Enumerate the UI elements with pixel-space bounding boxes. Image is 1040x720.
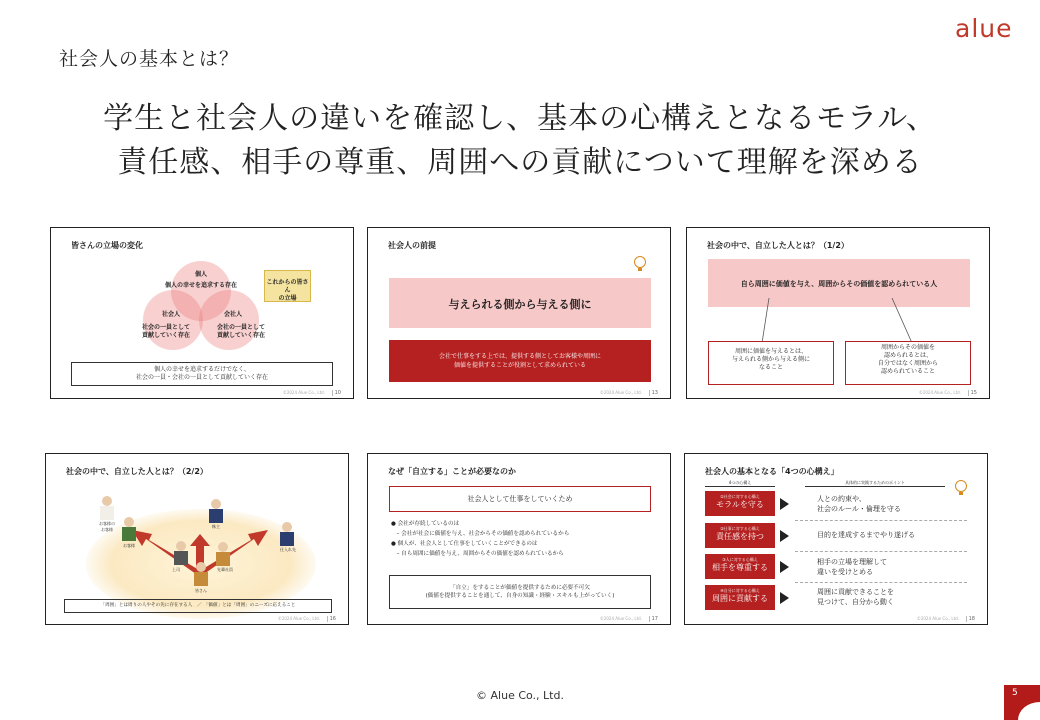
alue-logo: alue bbox=[955, 14, 1013, 43]
conclusion-box: 「自立」をすることが価値を提供するために必要不可欠 (価値を提供することを通して、自身の知識・経験・スキルも上がっていく) bbox=[389, 575, 651, 609]
point-moral: 人との約束や、 社会のルール・倫理を守る bbox=[817, 495, 901, 513]
label-supplier: 仕入れ先 bbox=[280, 547, 296, 552]
person-icon bbox=[282, 522, 292, 532]
label-individual-desc: 個人の幸せを追求する存在 bbox=[164, 282, 237, 289]
person-icon bbox=[124, 517, 134, 527]
label-individual: 個人 bbox=[194, 271, 207, 278]
slide-thumbnail-10[interactable] bbox=[50, 227, 354, 399]
headline-line-1: 学生と社会人の違いを確認し、基本の心構えとなるモラル、 bbox=[103, 101, 937, 136]
slide-thumbnail-15[interactable] bbox=[686, 227, 990, 399]
divider bbox=[795, 582, 967, 583]
slide-number: 15 bbox=[968, 390, 977, 396]
point-contribution: 周囲に貢献できることを 見つけて、自分から動く bbox=[817, 588, 894, 606]
person-icon bbox=[209, 509, 223, 523]
left-explanation-box: 周囲に価値を与えるとは、 与えられる側から与える側に なること bbox=[708, 341, 834, 385]
person-icon bbox=[216, 552, 230, 566]
slide-title: 社会の中で、自立した人とは？（2/2） bbox=[66, 467, 208, 476]
slide-copyright: ©2024 Alue Co., Ltd. bbox=[599, 390, 642, 395]
future-position-box: これからの皆さん の立場 bbox=[264, 270, 311, 302]
slide-title: 社会人の前提 bbox=[388, 241, 436, 250]
arrow-right-icon bbox=[780, 530, 789, 542]
explanation-band: 会社で仕事をする上では、提供する側としてお客様や周囲に 価値を提供することが役割として求められている bbox=[389, 340, 651, 382]
summary-note: 個人の幸せを追求するだけでなく、 社会の一員・会社の一員として貢献していく存在 bbox=[71, 362, 333, 386]
slide-thumbnail-17[interactable] bbox=[367, 453, 671, 625]
column-header-left: 4つの心構え bbox=[705, 480, 775, 487]
slide-thumbnail-16[interactable] bbox=[45, 453, 349, 625]
slide-copyright: ©2024 Alue Co., Ltd. bbox=[918, 390, 961, 395]
venn-circle-society bbox=[143, 290, 203, 350]
lightbulb-icon bbox=[955, 480, 967, 492]
slide-number: 16 bbox=[327, 616, 336, 622]
purpose-box: 社会人として仕事をしていくため bbox=[389, 486, 651, 512]
bullet-line: – 自ら周囲に価値を与え、周囲からその価値を認められているから bbox=[391, 551, 564, 557]
main-banner-text: 与えられる側から与える側に bbox=[448, 298, 592, 311]
arrow-right-icon bbox=[780, 561, 789, 573]
mindset-moral: ①社会に対する心構え モラルを守る bbox=[705, 491, 775, 516]
slide-number: 17 bbox=[649, 616, 658, 622]
page-number-badge bbox=[1004, 685, 1040, 720]
headline-line-2: 責任感、相手の尊重、周囲への貢献について理解を深める bbox=[117, 145, 923, 180]
person-icon bbox=[218, 542, 228, 552]
label-boss: 上司 bbox=[172, 567, 180, 572]
mindset-contribution: ④自分に対する心構え 周囲に貢献する bbox=[705, 585, 775, 610]
definition-banner-text: 自ら周囲に価値を与え、周囲からその価値を認められている人 bbox=[740, 280, 938, 288]
label-society-desc: 社会の一員として 貢献していく存在 bbox=[141, 324, 190, 339]
page-curl-decoration bbox=[1018, 702, 1040, 720]
footer-copyright: © Alue Co., Ltd. bbox=[476, 689, 564, 702]
mindset-responsibility: ②仕事に対する心構え 責任感を持つ bbox=[705, 523, 775, 548]
slide-title: 社会の中で、自立した人とは？（1/2） bbox=[707, 241, 849, 250]
bullet-line: – 会社が社会に価値を与え、社会からその価値を認められているから bbox=[391, 531, 570, 537]
person-icon bbox=[280, 532, 294, 546]
venn-circle-company bbox=[199, 290, 259, 350]
divider bbox=[795, 520, 967, 521]
person-icon bbox=[122, 527, 136, 541]
page-number: 5 bbox=[1012, 688, 1018, 698]
summary-note: 「周囲」とは周りの人やその先に存在する人 ／ 「価値」とは「周囲」のニーズに応えること bbox=[64, 599, 332, 613]
point-responsibility: 目的を達成するまでやり遂げる bbox=[817, 531, 915, 539]
person-icon bbox=[194, 572, 208, 586]
slide-copyright: ©2024 Alue Co., Ltd. bbox=[599, 616, 642, 621]
label-senior-staff: 先輩社員 bbox=[217, 567, 233, 572]
label-company: 会社人 bbox=[223, 311, 242, 318]
mindset-respect: ③人に対する心構え 相手を尊重する bbox=[705, 554, 775, 579]
arrow-right-icon bbox=[780, 592, 789, 604]
label-shareholder: 株主 bbox=[212, 524, 220, 529]
lightbulb-icon bbox=[634, 256, 646, 268]
person-icon bbox=[176, 541, 186, 551]
right-explanation-box: 周囲からその価値を 認められるとは、 自分ではなく周囲から 認められていること bbox=[845, 341, 971, 385]
slide-number: 10 bbox=[332, 390, 341, 396]
page-title: 社会人の基本とは？ bbox=[59, 48, 240, 70]
label-you: 皆さん bbox=[195, 588, 207, 593]
headline bbox=[0, 97, 1040, 185]
main-banner bbox=[389, 278, 651, 328]
slide-copyright: ©2024 Alue Co., Ltd. bbox=[916, 616, 959, 621]
slide-number: 18 bbox=[966, 616, 975, 622]
label-society: 社会人 bbox=[161, 311, 180, 318]
slide-copyright: ©2024 Alue Co., Ltd. bbox=[277, 616, 320, 621]
point-respect: 相手の立場を理解して 違いを受けとめる bbox=[817, 558, 887, 576]
slide-title: なぜ「自立する」ことが必要なのか bbox=[388, 467, 516, 476]
label-customers-customer: お客様の お客様 bbox=[99, 521, 115, 532]
slide-number: 13 bbox=[649, 390, 658, 396]
slide-title: 皆さんの立場の変化 bbox=[71, 241, 143, 250]
slide-copyright: ©2024 Alue Co., Ltd. bbox=[282, 390, 325, 395]
column-header-right: 具体的に実践するためのポイント bbox=[805, 480, 945, 487]
slide-title: 社会人の基本となる「4つの心構え」 bbox=[705, 467, 839, 476]
person-icon bbox=[196, 562, 206, 572]
slide-thumbnail-18[interactable] bbox=[684, 453, 988, 625]
label-company-desc: 会社の一員として 貢献していく存在 bbox=[216, 324, 265, 339]
reason-bullets bbox=[391, 519, 569, 559]
slide-thumbnail-13[interactable] bbox=[367, 227, 671, 399]
label-customer: お客様 bbox=[123, 543, 135, 548]
person-icon bbox=[211, 499, 221, 509]
person-icon bbox=[100, 506, 114, 520]
person-icon bbox=[174, 551, 188, 565]
arrow-right-icon bbox=[780, 498, 789, 510]
bullet-line: ● 会社が存続しているのは bbox=[391, 521, 460, 527]
divider bbox=[795, 551, 967, 552]
bullet-line: ● 個人が、社会人として仕事をしていくことができるのは bbox=[391, 541, 538, 547]
person-icon bbox=[102, 496, 112, 506]
